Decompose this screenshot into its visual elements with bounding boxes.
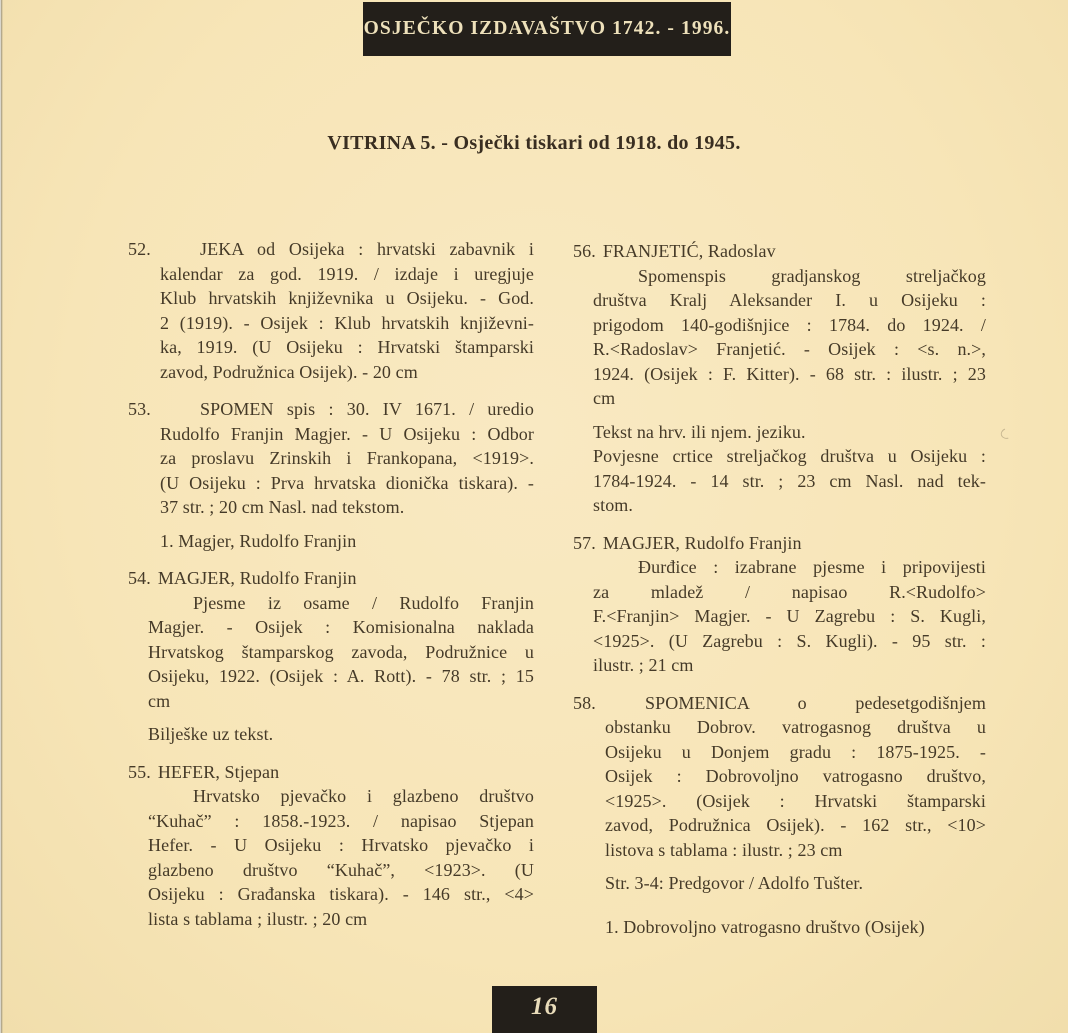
text-line: Povjesne crtice streljačkog društva u Osijeku : [593,446,986,466]
bib-entry-52 [128,237,534,384]
column-left [128,237,534,931]
entry-number: 53. [128,399,151,419]
text-line: Bilješke uz tekst. [148,724,274,744]
text-line: R.<Radoslav> Franjetić. - Osijek : <s. n.>, [593,339,986,359]
entry-body [148,591,534,714]
text-line: cm [593,388,616,408]
entry-author: MAGJER, Rudolfo Franjin [157,568,357,588]
text-line: glazbeno društvo “Kuhač”, <1923>. (U [148,859,534,880]
entry-number: 56. [573,241,596,261]
bib-entry-56 [573,239,986,518]
text-line: Osijeku u Donjem gradu : 1875-1925. - [605,741,986,762]
text-line: Đurđice : izabrane pjesme i pripovijesti [638,557,986,577]
entry-number: 58. [573,692,596,713]
text-line: ilustr. ; 21 cm [593,655,694,675]
page-number: 16 [531,993,558,1020]
bib-entry-57 [573,531,986,678]
text-line: društva Kralj Aleksander I. u Osijeku : [593,290,986,310]
text-line: za proslavu Zrinskih i Frankopana, <1919>. [160,448,534,468]
text-line: 2 (1919). - Osijek : Klub hrvatskih književni- [160,312,534,333]
entry-heading [573,531,986,556]
entry-body [160,397,534,520]
bib-entry-54 [128,566,534,747]
header-banner-text: OSJEČKO IZDAVAŠTVO 1742. - 1996. [363,18,731,39]
entry-author: FRANJETIĆ, Radoslav [602,241,776,261]
text-line: Hefer. - U Osijeku : Hrvatsko pjevačko i [148,835,534,855]
text-line: Pjesme iz osame / Rudolfo Franjin [193,592,534,613]
text-line: 1. Dobrovoljno vatrogasno društvo (Osijek) [605,916,925,937]
entry-body [160,237,534,384]
text-line: prigodom 140-godišnjice : 1784. do 1924. / [593,314,986,335]
bib-entry-53 [128,397,534,553]
entry-note [605,915,986,940]
section-title: VITRINA 5. - Osječki tiskari od 1918. do 1945. [327,132,741,154]
text-line: 1924. (Osijek : F. Kitter). - 68 str. : ilustr. ; 23 [593,363,986,384]
entry-author: MAGJER, Rudolfo Franjin [602,532,802,553]
entry-number: 55. [128,761,151,782]
text-line: Tekst na hrv. ili njem. jeziku. [593,421,806,442]
header-banner [363,2,731,56]
entry-heading [128,760,534,785]
text-line: zavod, Podružnica Osijek). - 162 str., <10> [605,815,986,835]
text-line: Spomenspis gradjanskog streljačkog [638,265,986,286]
text-line: Osijek : Dobrovoljno vatrogasno društvo, [605,766,986,786]
entry-body [148,784,534,931]
text-line: Magjer. - Osijek : Komisionalna naklada [148,617,534,637]
text-line: listova s tablama : ilustr. ; 23 cm [605,839,843,860]
entry-heading [573,239,986,264]
entry-heading [128,566,534,591]
text-line: stom. [593,495,634,515]
page-number-box [492,986,597,1033]
text-line: Osijeku : Građanska tiskara). - 146 str., <4> [148,884,534,904]
text-line: Klub hrvatskih književnika u Osijeku. - God. [160,288,534,308]
entry-note [148,722,534,747]
text-line: ka, 1919. (U Osijeku : Hrvatski štamparski [160,337,534,357]
text-line: lista s tablama ; ilustr. ; 20 cm [148,908,368,929]
entry-body [605,691,986,863]
text-line: SPOMEN spis : 30. IV 1671. / uredio [200,399,534,419]
entry-number: 54. [128,568,151,588]
text-line: kalendar za god. 1919. / izdaje i uregjuje [160,263,534,284]
text-line: 1. Magjer, Rudolfo Franjin [160,530,357,551]
text-line: JEKA od Osijeka : hrvatski zabavnik i [200,239,534,259]
entry-note [160,529,534,554]
text-line: <1925>. (Osijek : Hrvatski štamparski [605,790,986,811]
text-line: SPOMENICA o pedesetgodišnjem [645,692,986,713]
text-line: Str. 3-4: Predgovor / Adolfo Tušter. [605,873,864,893]
scan-artifact-speck [999,426,1014,441]
text-line: F.<Franjin> Magjer. - U Zagrebu : S. Kugli, [593,606,986,626]
bib-entry-58 [573,691,986,940]
entry-author: HEFER, Stjepan [157,761,280,782]
column-right [573,239,986,939]
entry-body [593,555,986,678]
entry-number: 52. [128,239,151,259]
text-line: cm [148,690,171,711]
bib-entry-55 [128,760,534,932]
entry-number: 57. [573,532,596,553]
text-line: 37 str. ; 20 cm Nasl. nad tekstom. [160,497,405,517]
text-line: za mladež / napisao R.<Rudolfo> [593,581,986,602]
text-line: <1925>. (U Zagrebu : S. Kugli). - 95 str. : [593,630,986,651]
entry-note [593,420,986,445]
text-line: obstanku Dobrov. vatrogasnog društva u [605,717,986,737]
text-line: 1784-1924. - 14 str. ; 23 cm Nasl. nad tek- [593,470,986,491]
text-line: Hrvatskog štamparskog zavoda, Podružnice u [148,641,534,662]
text-line: Osijeku, 1922. (Osijek : A. Rott). - 78 str. ; 15 [148,666,534,686]
entry-note [605,871,986,896]
text-line: Rudolfo Franjin Magjer. - U Osijeku : Odbor [160,423,534,444]
entry-note [593,444,986,518]
text-line: (U Osijeku : Prva hrvatska dionička tiskara). - [160,472,534,493]
text-line: Hrvatsko pjevačko i glazbeno društvo [193,786,534,806]
text-line: zavod, Podružnica Osijek). - 20 cm [160,361,418,382]
entry-body [593,264,986,411]
text-line: “Kuhač” : 1858.-1923. / napisao Stjepan [148,810,534,831]
